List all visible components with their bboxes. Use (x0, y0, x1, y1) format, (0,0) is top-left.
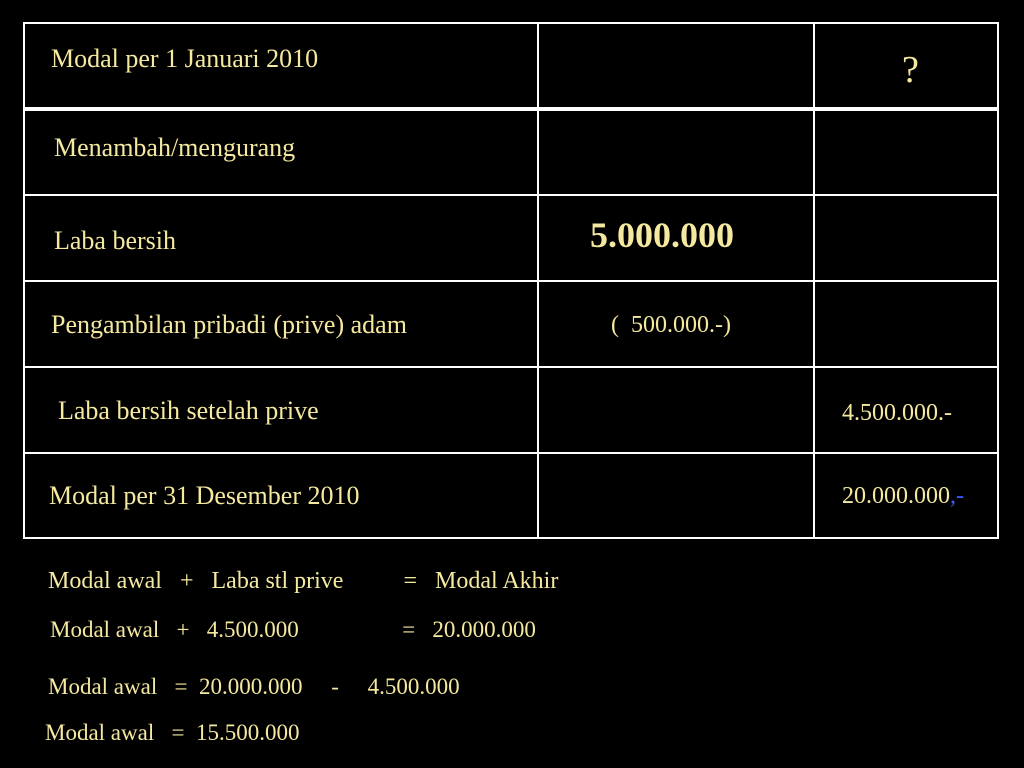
table-row (23, 368, 999, 454)
table-cell (814, 454, 999, 540)
row-label: Laba bersih setelah prive (58, 396, 319, 425)
table-row (23, 196, 999, 282)
unknown-value: ? (902, 49, 919, 91)
equation-line-2: Modal awal + 4.500.000 = 20.000.000 (50, 617, 536, 642)
profit-after-prive-value: 4.500.000.- (842, 400, 952, 426)
table-row (23, 454, 999, 540)
row-label: Modal per 1 Januari 2010 (51, 44, 319, 73)
table-row (23, 22, 999, 108)
equation-line-4: Modal awal = 15.500.000 (45, 720, 300, 745)
table-cell (537, 196, 814, 282)
ending-capital-value (842, 483, 964, 510)
table-row (23, 110, 999, 196)
row-label: Menambah/mengurang (54, 133, 296, 162)
table-cell (537, 282, 814, 368)
net-profit-value: 5.000.000 (590, 215, 734, 255)
ending-capital-number: 20.000.000 (842, 483, 950, 509)
row-label: Modal per 31 Desember 2010 (49, 481, 360, 510)
table-row (23, 282, 999, 368)
prive-value: ( 500.000.-) (611, 312, 731, 338)
equation-line-1: Modal awal + Laba stl prive = Modal Akhir (48, 568, 559, 594)
table-cell (23, 368, 537, 454)
table-cell (537, 22, 814, 108)
table-cell (23, 454, 537, 540)
equation-line-3: Modal awal = 20.000.000 - 4.500.000 (48, 674, 460, 699)
row-label: Laba bersih (54, 226, 177, 255)
table-cell (814, 22, 999, 108)
table-cell (23, 282, 537, 368)
ending-capital-suffix: ,- (950, 483, 964, 509)
capital-statement-table (23, 22, 999, 539)
table-cell (23, 196, 537, 282)
table-cell (23, 22, 537, 108)
table-cell (814, 368, 999, 454)
table-cell (23, 110, 537, 196)
row-label: Pengambilan pribadi (prive) adam (51, 310, 407, 339)
